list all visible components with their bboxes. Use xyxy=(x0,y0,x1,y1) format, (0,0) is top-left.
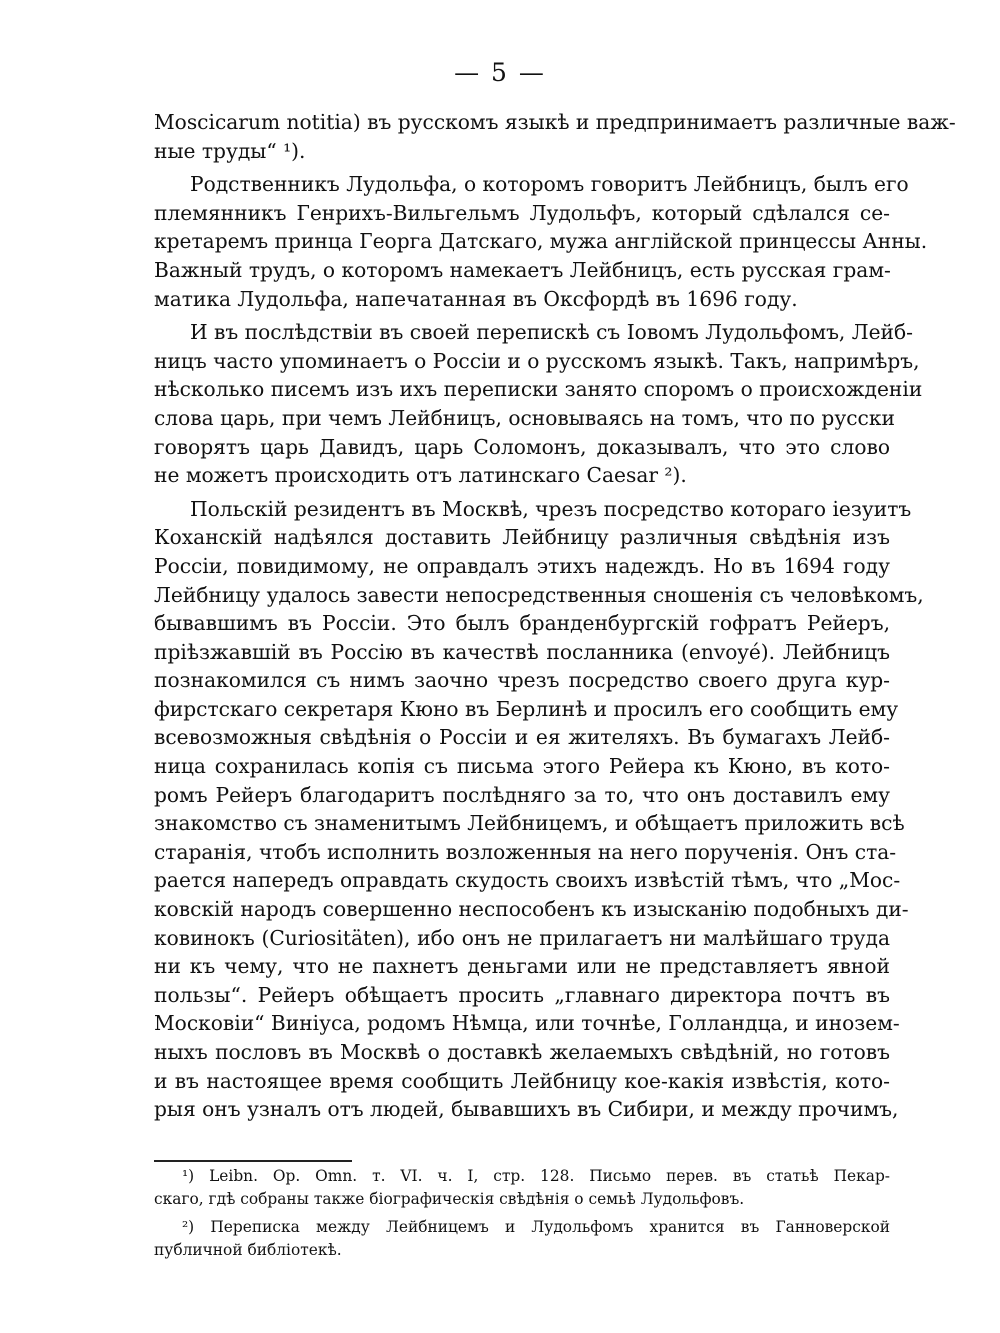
footnote xyxy=(154,1216,890,1262)
text-line: Польскій резидентъ въ Москвѣ, чрезъ посредство котораго іезуитъ xyxy=(190,496,912,521)
footnotes xyxy=(154,1165,890,1262)
text-line: кретаремъ принца Георга Датскаго, мужа англійской принцессы Анны. xyxy=(154,229,928,254)
footnote-line: ¹) Leibn. Op. Omn. т. VI. ч. I, стр. 128. Письмо перев. въ статьѣ Пекар- xyxy=(182,1167,890,1185)
text-line: Важный трудъ, о которомъ намекаетъ Лейбницъ, есть русская грам- xyxy=(154,257,891,282)
text-line: бывавшимъ въ Россіи. Это былъ бранденбургскій гофратъ Рейеръ, xyxy=(154,611,890,636)
text-line: всевозможныя свѣдѣнія о Россіи и ея жителяхъ. Въ бумагахъ Лейб- xyxy=(154,725,890,750)
text-line: И въ послѣдствіи въ своей перепискѣ съ Іовомъ Лудольфомъ, Лейб- xyxy=(190,320,913,345)
text-line: фирстскаго секретаря Кюно въ Берлинѣ и просилъ его сообщить ему xyxy=(154,696,899,721)
text-line: ромъ Рейеръ благодаритъ послѣдняго за то, что онъ доставилъ ему xyxy=(154,782,890,807)
text-line: и въ настоящее время сообщить Лейбницу кое-какія извѣстія, кото- xyxy=(154,1068,890,1093)
text-line: ковскій народъ совершенно неспособенъ къ изысканію подобныхъ ди- xyxy=(154,897,909,922)
paragraph xyxy=(154,170,928,313)
text-line: племянникъ Генрихъ-Вильгельмъ Лудольфъ, который сдѣлался се- xyxy=(154,200,890,225)
footnote-line: ²) Переписка между Лейбницемъ и Лудольфомъ хранится въ Ганноверской xyxy=(182,1218,890,1236)
text-line: старанія, чтобъ исполнить возложенныя на него порученія. Онъ ста- xyxy=(154,839,897,864)
text-line: ковинокъ (Curiositäten), ибо онъ не прилагаетъ ни малѣйшаго труда xyxy=(154,925,890,950)
text-line: Коханскій надѣялся доставить Лейбницу различныя свѣдѣнія изъ xyxy=(154,525,890,550)
footnote-divider xyxy=(154,1160,352,1162)
text-line: ныхъ пословъ въ Москвѣ о доставкѣ желаемыхъ свѣдѣній, но готовъ xyxy=(154,1040,890,1064)
text-line: ные труды“ ¹). xyxy=(154,138,306,163)
footnote-line: публичной библіотекѣ. xyxy=(154,1241,342,1259)
paragraph xyxy=(154,495,924,1124)
paragraph xyxy=(154,318,923,490)
text-line: рается напередъ оправдать скудость своихъ извѣстій тѣмъ, что „Мос- xyxy=(154,868,901,893)
text-line: Московіи“ Виніуса, родомъ Нѣмца, или точнѣе, Голландца, и инозем- xyxy=(154,1011,900,1036)
footnote-line: скаго, гдѣ собраны также біографическія свѣдѣнія о семьѣ Лудольфовъ. xyxy=(154,1190,745,1208)
text-line: пріѣзжавшій въ Россію въ качествѣ посланника (envoyé). Лейбницъ xyxy=(154,639,890,664)
text-line: Лейбницу удалось завести непосредственныя сношенія съ человѣкомъ, xyxy=(154,582,924,607)
text-line: ница сохранилась копія съ письма этого Рейера къ Кюно, въ кото- xyxy=(154,754,890,779)
text-line: говорятъ царь Давидъ, царь Соломонъ, доказывалъ, что это слово xyxy=(154,434,890,459)
text-line: знакомство съ знаменитымъ Лейбницемъ, и обѣщаетъ приложить всѣ xyxy=(154,811,905,836)
text-line: не можетъ происходить отъ латинскаго Caesar ²). xyxy=(154,463,687,488)
text-line: слова царь, при чемъ Лейбницъ, основываясь на томъ, что по русски xyxy=(154,405,895,430)
text-line: Moscicarum notitia) въ русскомъ языкѣ и предпринимаетъ различные важ- xyxy=(154,110,956,134)
text-line: пользы“. Рейеръ обѣщаетъ просить „главнаго директора почтъ въ xyxy=(154,982,890,1007)
paragraph xyxy=(154,108,956,165)
text-line: матика Лудольфа, напечатанная въ Оксфордѣ въ 1696 году. xyxy=(154,286,798,311)
text-line: Родственникъ Лудольфа, о которомъ говоритъ Лейбницъ, былъ его xyxy=(190,172,909,197)
text-line: Россіи, повидимому, не оправдалъ этихъ надеждъ. Но въ 1694 году xyxy=(154,553,890,578)
footnote xyxy=(154,1165,890,1211)
text-line: познакомился съ нимъ заочно чрезъ посредство своего друга кур- xyxy=(154,668,890,693)
page-number: — 5 — xyxy=(454,58,546,87)
text-line: нѣсколько писемъ изъ ихъ переписки занято споромъ о происхожденіи xyxy=(154,377,923,402)
body-text xyxy=(154,108,956,1124)
text-line: ни къ чему, что не пахнетъ деньгами или не представляетъ явной xyxy=(154,954,890,979)
text-line: рыя онъ узналъ отъ людей, бывавшихъ въ Сибири, и между прочимъ, xyxy=(154,1097,899,1122)
text-line: ницъ часто упоминаетъ о Россіи и о русскомъ языкѣ. Такъ, напримѣръ, xyxy=(154,348,920,373)
